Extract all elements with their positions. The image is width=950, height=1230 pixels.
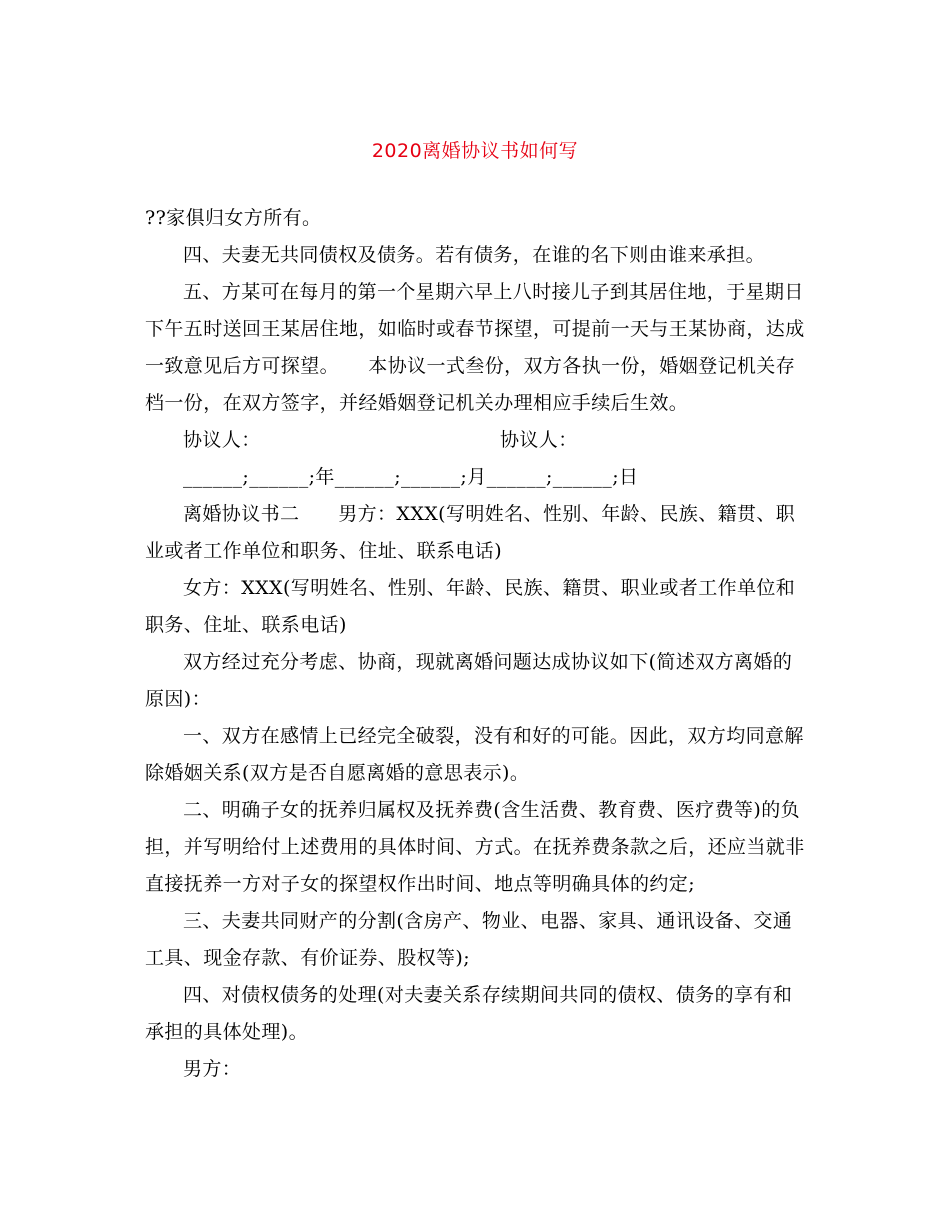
- paragraph-woman: 女方：XXX(写明姓名、性别、年龄、民族、籍贯、职业或者工作单位和职务、住址、联系电话): [145, 577, 796, 636]
- paragraph-clause-one: 一、双方在感情上已经完全破裂，没有和好的可能。因此，双方均同意解除婚姻关系(双方是否自愿离婚的意思表示)。: [145, 725, 804, 784]
- paragraph-furniture: ??家俱归女方所有。: [145, 207, 322, 229]
- date-line: ______;______;年______;______;月______;______;日: [183, 466, 639, 488]
- paragraph-clause-four: 四、对债权债务的处理(对夫妻关系存续期间共同的债权、债务的享有和承担的具体处理)。: [145, 984, 793, 1043]
- document-title: 2020离婚协议书如何写: [371, 140, 579, 162]
- paragraph-clause-three: 三、夫妻共同财产的分割(含房产、物业、电器、家具、通讯设备、交通工具、现金存款、有价证券、股权等);: [145, 910, 793, 969]
- paragraph-debts: 四、夫妻无共同债权及债务。若有债务，在谁的名下则由谁来承担。: [183, 244, 766, 266]
- paragraph-man-signature: 男方：: [183, 1058, 242, 1080]
- signatory-left-label: 协议人：: [183, 429, 261, 451]
- signature-row: [145, 422, 810, 459]
- paragraph-reasons: 双方经过充分考虑、协商，现就离婚问题达成协议如下(简述双方离婚的原因)：: [145, 651, 793, 710]
- document-body: [145, 200, 810, 1088]
- paragraph-visitation: 五、方某可在每月的第一个星期六早上八时接儿子到其居住地，于星期日下午五时送回王某居住地，如临时或春节探望，可提前一天与王某协商，达成一致意见后方可探望。 本协议一式叁份，双方各执一份，婚姻登记机关存档一份，在双方签字，并经婚姻登记机关办理相应手续后生效。: [145, 281, 805, 414]
- paragraph-clause-two: 二、明确子女的抚养归属权及抚养费(含生活费、教育费、医疗费等)的负担，并写明给付上述费用的具体时间、方式。在抚养费条款之后，还应当就非直接抚养一方对子女的探望权作出时间、地点等明确具体的约定;: [145, 799, 805, 895]
- signatory-right-label: 协议人：: [500, 429, 578, 451]
- paragraph-agreement-two-man: 离婚协议书二 男方：XXX(写明姓名、性别、年龄、民族、籍贯、职业或者工作单位和职务、住址、联系电话): [145, 503, 796, 562]
